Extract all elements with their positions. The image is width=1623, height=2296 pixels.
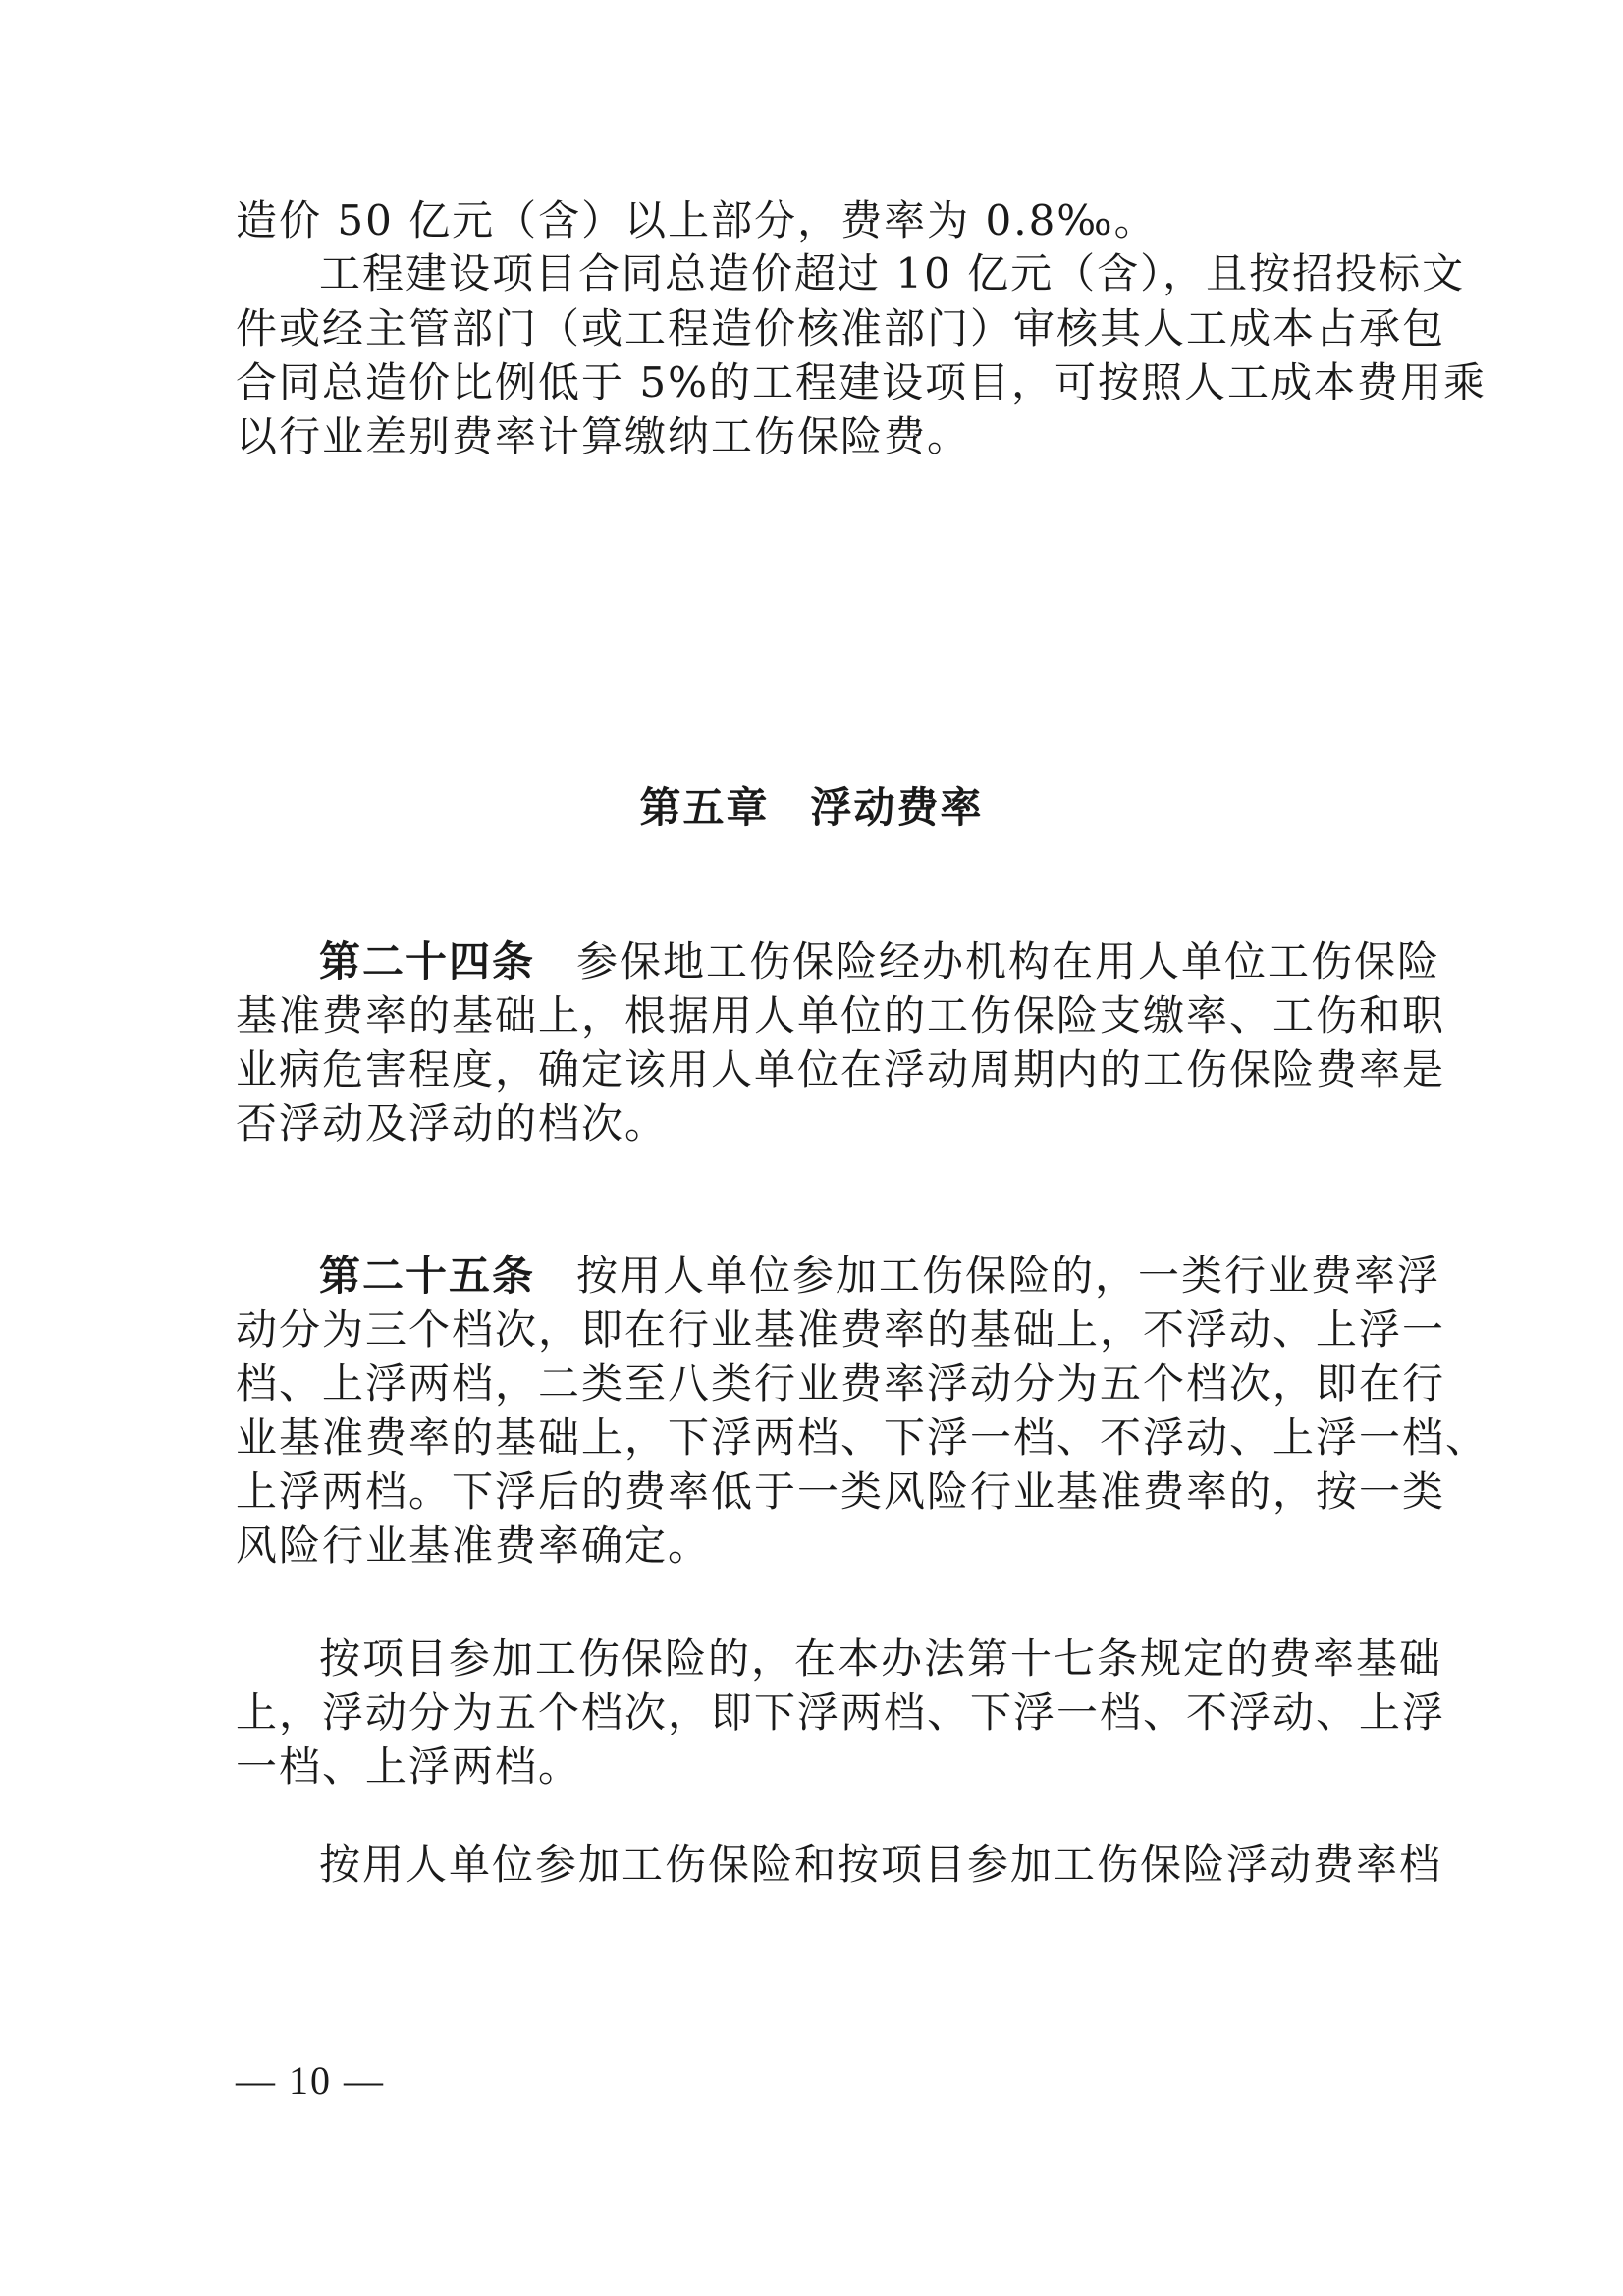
page-number: — 10 — [236, 2058, 385, 2103]
article-24-label: 第二十四条 [319, 937, 536, 986]
text-line: 基准费率的基础上，根据用人单位的工伤保险支缴率、工伤和职 [236, 991, 1446, 1040]
text-line: 上，浮动分为五个档次，即下浮两档、下浮一档、不浮动、上浮 [236, 1688, 1446, 1736]
text-line: 工程建设项目合同总造价超过 10 亿元（含），且按招投标文 [319, 249, 1466, 297]
text-line: 档、上浮两档，二类至八类行业费率浮动分为五个档次，即在行 [236, 1360, 1446, 1408]
text-line: 造价 50 亿元（含）以上部分，费率为 0.8‰。 [236, 196, 1158, 244]
text-line: 按项目参加工伤保险的，在本办法第十七条规定的费率基础 [319, 1634, 1443, 1682]
chapter-title: 浮动费率 [810, 783, 984, 831]
text-line: 合同总造价比例低于 5%的工程建设项目，可按照人工成本费用乘 [236, 358, 1487, 406]
text-line: 上浮两档。下浮后的费率低于一类风险行业基准费率的，按一类 [236, 1468, 1446, 1516]
article-24-text: 参保地工伤保险经办机构在用人单位工伤保险 [576, 937, 1441, 986]
text-line: 一档、上浮两档。 [236, 1742, 582, 1790]
article-25-text: 按用人单位参加工伤保险的，一类行业费率浮 [576, 1252, 1441, 1300]
text-line: 按用人单位参加工伤保险和按项目参加工伤保险浮动费率档 [319, 1841, 1443, 1889]
chapter-number: 第五章 [639, 783, 770, 831]
text-line: 业病危害程度，确定该用人单位在浮动周期内的工伤保险费率是 [236, 1045, 1446, 1094]
text-line: 否浮动及浮动的档次。 [236, 1099, 669, 1148]
text-line: 件或经主管部门（或工程造价核准部门）审核其人工成本占承包 [236, 304, 1446, 352]
text-line: 风险行业基准费率确定。 [236, 1522, 712, 1570]
text-line: 业基准费率的基础上，下浮两档、下浮一档、不浮动、上浮一档、 [236, 1414, 1489, 1462]
article-25-label: 第二十五条 [319, 1252, 536, 1300]
text-line: 动分为三个档次，即在行业基准费率的基础上，不浮动、上浮一 [236, 1306, 1446, 1354]
chapter-heading [0, 769, 1623, 847]
text-line: 以行业差别费率计算缴纳工伤保险费。 [236, 412, 971, 460]
